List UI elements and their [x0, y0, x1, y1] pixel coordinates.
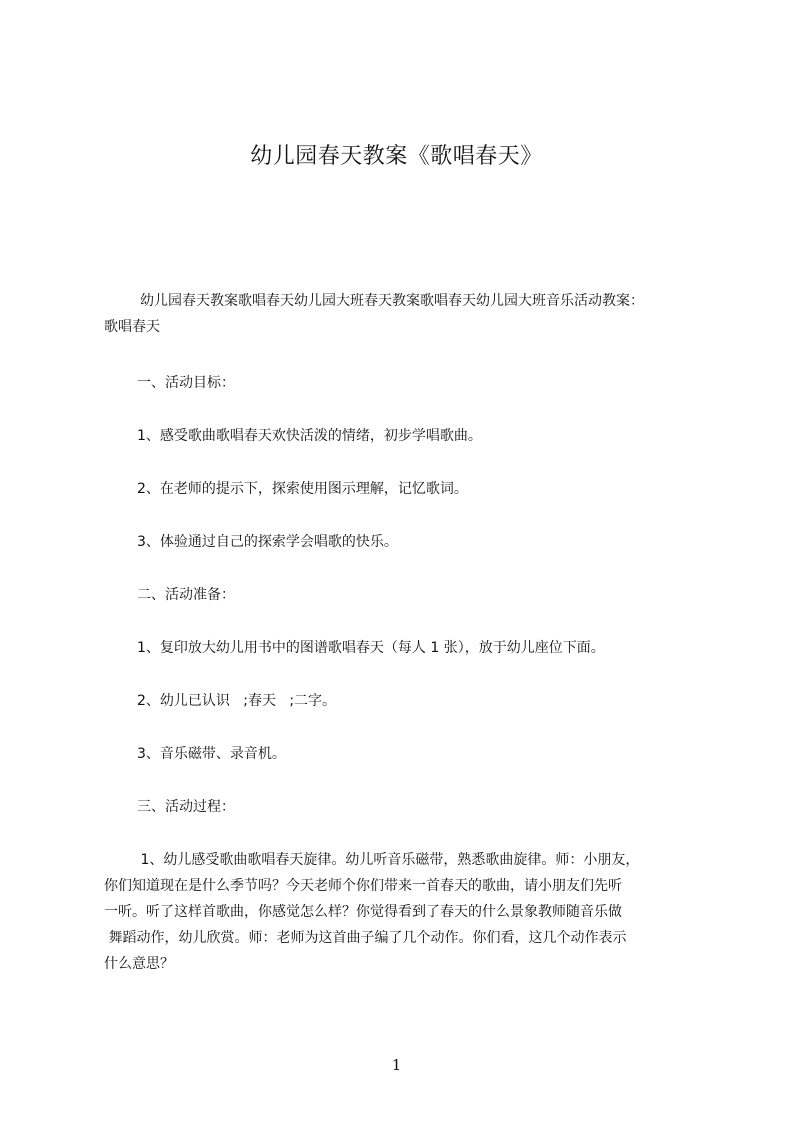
section-heading-process: 三、活动过程： — [137, 799, 235, 815]
page-number: 1 — [391, 1056, 402, 1074]
process-line-1: 1、幼儿感受歌曲歌唱春天旋律。幼儿听音乐磁带，熟悉歌曲旋律。师：小朋友， — [136, 852, 640, 868]
intro-line-2: 歌唱春天 — [104, 319, 160, 335]
section-heading-goals: 一、活动目标： — [137, 375, 235, 391]
document-title: 幼儿园春天教案《歌唱春天》 — [250, 144, 543, 169]
process-line-4: 舞蹈动作，幼儿欣赏。师：老师为这首曲子编了几个动作。你们看，这几个动作表示 — [104, 930, 627, 946]
goal-item-3: 3、体验通过自己的探索学会唱歌的快乐。 — [137, 534, 398, 550]
section-heading-preparation: 二、活动准备： — [137, 587, 235, 603]
process-line-3: 一听。听了这样首歌曲，你感觉怎么样？你觉得看到了春天的什么景象教师随音乐做 — [104, 904, 622, 920]
prep-item-1: 1、复印放大幼儿用书中的图谱歌唱春天（每人 1 张），放于幼儿座位下面。 — [137, 640, 605, 656]
process-line-2: 你们知道现在是什么季节吗？今天老师个你们带来一首春天的歌曲，请小朋友们先听 — [104, 878, 622, 894]
intro-paragraph — [104, 288, 704, 340]
intro-line-1: 幼儿园春天教案歌唱春天幼儿园大班春天教案歌唱春天幼儿园大班音乐活动教案： — [140, 293, 644, 309]
prep-item-2: 2、幼儿已认识 ;春天 ;二字。 — [137, 693, 337, 709]
goal-item-2: 2、在老师的提示下，探索使用图示理解，记忆歌词。 — [137, 481, 468, 497]
prep-item-3: 3、音乐磁带、录音机。 — [137, 746, 286, 762]
process-line-5: 什么意思？ — [104, 956, 174, 972]
process-paragraph — [104, 847, 714, 977]
goal-item-1: 1、感受歌曲歌唱春天欢快活泼的情绪，初步学唱歌曲。 — [137, 428, 482, 444]
